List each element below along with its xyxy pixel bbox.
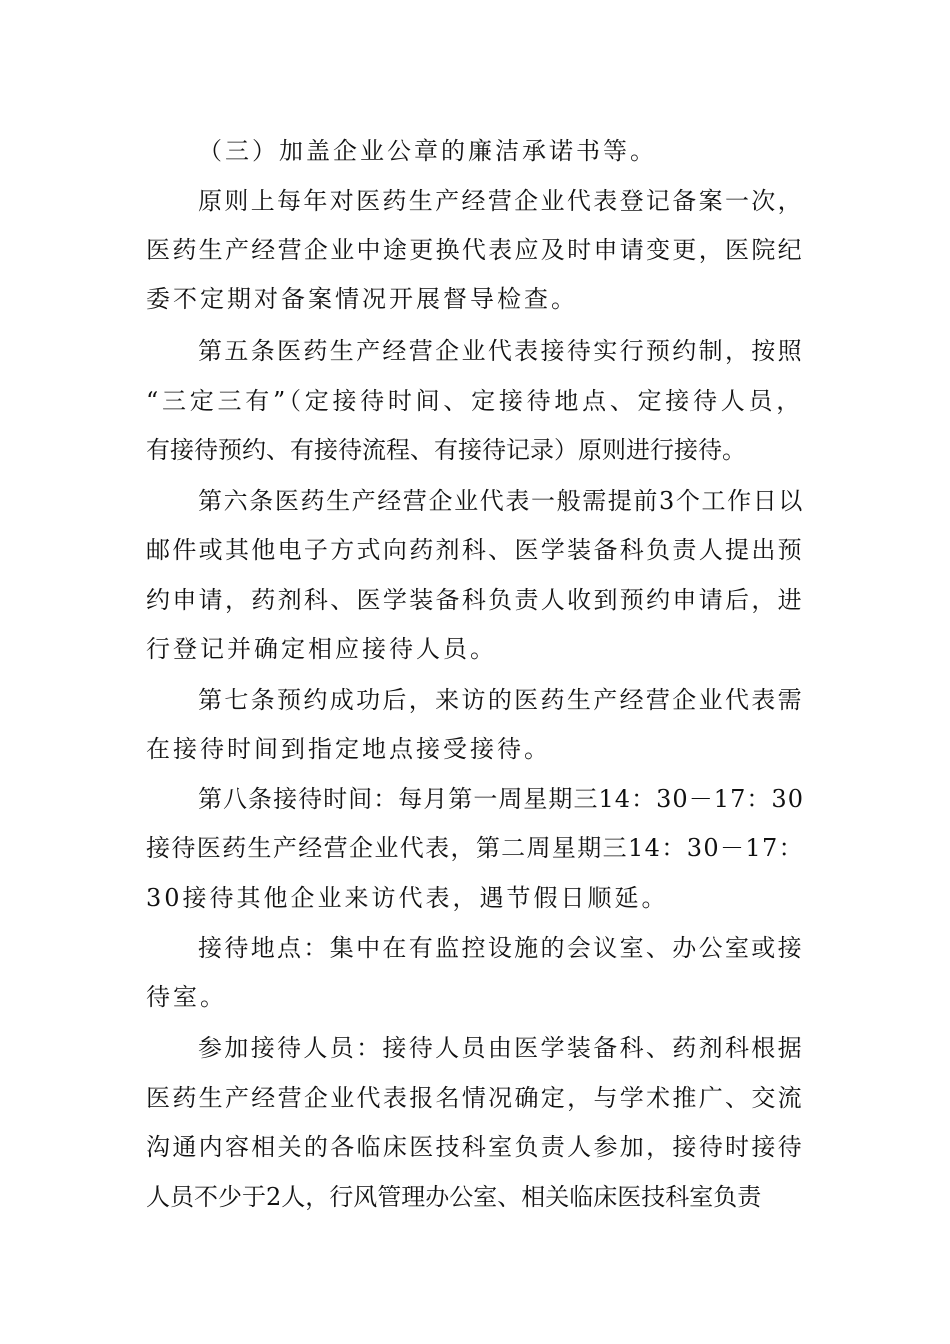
text-line: 第八条接待时间：每月第一周星期三14：30－17：30 xyxy=(198,785,804,813)
text-line: 医药生产经营企业代表报名情况确定，与学术推广、交流 xyxy=(146,1084,804,1112)
text-line: （三）加盖企业公章的廉洁承诺书等。 xyxy=(198,137,657,165)
text-line: 接待地点：集中在有监控设施的会议室、办公室或接 xyxy=(198,934,804,962)
text-line: 行登记并确定相应接待人员。 xyxy=(146,635,497,663)
text-line: 沟通内容相关的各临床医技科室负责人参加，接待时接待 xyxy=(146,1133,804,1161)
text-line: 第五条医药生产经营企业代表接待实行预约制，按照 xyxy=(198,337,804,365)
text-line: 约申请，药剂科、医学装备科负责人收到预约申请后，进 xyxy=(146,586,804,614)
text-line: 30接待其他企业来访代表，遇节假日顺延。 xyxy=(146,884,669,912)
text-line: 接待医药生产经营企业代表，第二周星期三14：30－17： xyxy=(146,834,804,862)
text-line: 第七条预约成功后，来访的医药生产经营企业代表需 xyxy=(198,686,804,714)
text-line: 待室。 xyxy=(146,983,227,1011)
text-line: 第六条医药生产经营企业代表一般需提前3个工作日以 xyxy=(198,487,804,515)
text-line: 医药生产经营企业中途更换代表应及时申请变更，医院纪 xyxy=(146,236,804,264)
text-line: 委不定期对备案情况开展督导检查。 xyxy=(146,285,578,313)
text-line: 邮件或其他电子方式向药剂科、医学装备科负责人提出预 xyxy=(146,536,804,564)
text-line: 原则上每年对医药生产经营企业代表登记备案一次， xyxy=(198,187,804,215)
text-line: “三定三有”（定接待时间、定接待地点、定接待人员， xyxy=(146,387,804,415)
text-line: 有接待预约、有接待流程、有接待记录）原则进行接待。 xyxy=(146,436,746,464)
text-line: 人员不少于2人，行风管理办公室、相关临床医技科室负责 xyxy=(146,1183,762,1211)
text-line: 参加接待人员：接待人员由医学装备科、药剂科根据 xyxy=(198,1034,804,1062)
text-line: 在接待时间到指定地点接受接待。 xyxy=(146,735,551,763)
